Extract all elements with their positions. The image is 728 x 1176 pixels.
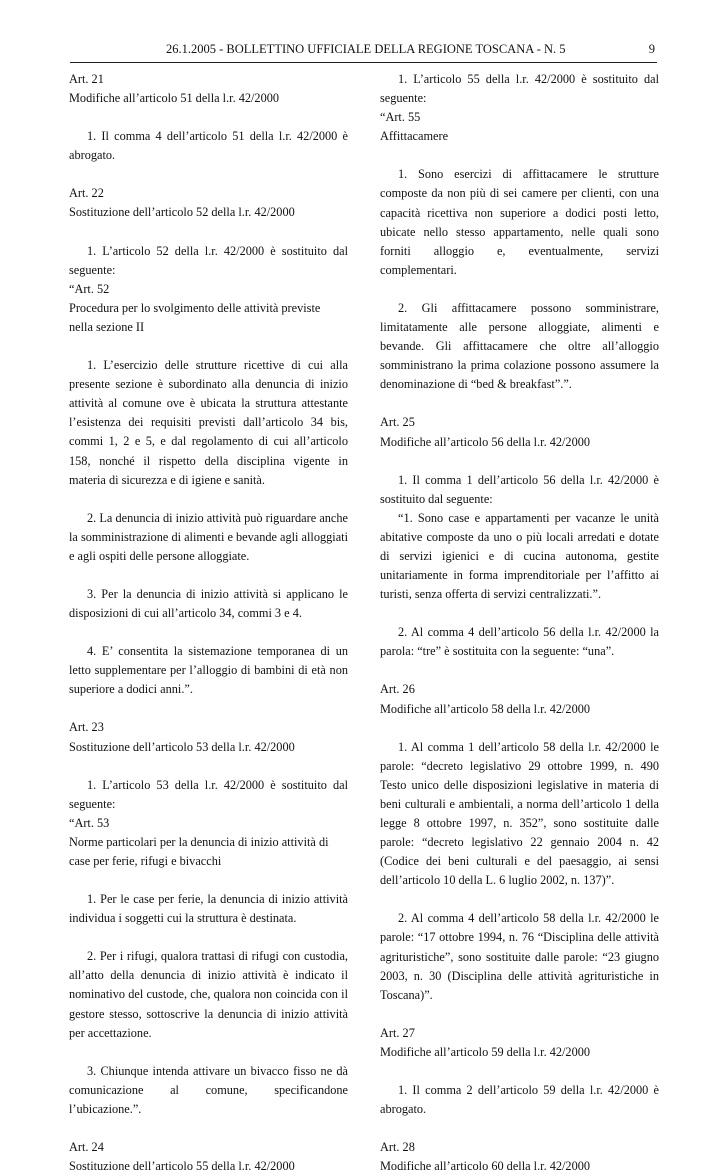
paragraph: 2. Gli affittacamere possono somministrare, limitatamente alle persone alloggiate, alimenti e bevande. Gli affittacamere che oltre all’alloggio somministrano la prima colazione possono assumere la denominazione di “bed & breakfast”.”. <box>380 300 659 392</box>
paragraph: 1. Per le case per ferie, la denuncia di inizio attività individua i soggetti cui la struttura è destinata. <box>69 892 348 926</box>
paragraph: 4. E’ consentita la sistemazione temporanea di un letto supplementare per l’alloggio di bambini di età non superiore a dodici anni.”. <box>69 644 348 697</box>
article-title: Art. 23 <box>69 720 104 735</box>
article-title: Art. 25 <box>380 415 415 430</box>
paragraph: 2. Al comma 4 dell’articolo 58 della l.r. 42/2000 le parole: “17 ottobre 1994, n. 76 “Disciplina delle attività agrituristiche”, sono sostituite dalle parole: “23 giugno 2003, n. 30 (Disciplina delle attività agrituristiche in Toscana)”. <box>380 911 659 1002</box>
right-column <box>380 70 659 1176</box>
article-title: Art. 27 <box>380 1025 415 1040</box>
paragraph: 1. L’articolo 55 della l.r. 42/2000 è sostituito dal seguente: <box>380 72 659 106</box>
article-subtitle: Sostituzione dell’articolo 52 della l.r. 42/2000 <box>69 205 295 220</box>
paragraph: 1. Il comma 4 dell’articolo 51 della l.r. 42/2000 è abrogato. <box>69 129 348 163</box>
article-subtitle: Modifiche all’articolo 56 della l.r. 42/2000 <box>380 434 591 449</box>
paragraph: 2. Al comma 4 dell’articolo 56 della l.r. 42/2000 la parola: “tre” è sostituita con la seguente: “una”. <box>380 625 659 659</box>
page-number: 9 <box>648 42 655 56</box>
article-title: Art. 21 <box>69 72 104 86</box>
paragraph: 3. Chiunque intenda attivare un bivacco fisso ne dà comunicazione al comune, specificandone l’ubicazione.”. <box>69 1063 348 1116</box>
article-subtitle: Sostituzione dell’articolo 53 della l.r. 42/2000 <box>69 739 295 754</box>
article-title: Art. 28 <box>380 1140 415 1155</box>
article-subtitle: Modifiche all’articolo 51 della l.r. 42/2000 <box>69 91 280 106</box>
paragraph: 2. La denuncia di inizio attività può riguardare anche la somministrazione di alimenti e bevande agli alloggiati e agli ospiti delle persone alloggiate. <box>69 510 348 563</box>
header-rule <box>70 62 657 63</box>
article-title: “Art. 53 <box>69 815 110 830</box>
article-subtitle: Procedura per lo svolgimento delle attività previste <box>69 300 321 315</box>
article-title: Art. 24 <box>69 1140 104 1155</box>
article-subtitle: nella sezione II <box>69 319 145 334</box>
article-subtitle: Affittacamere <box>380 129 449 144</box>
paragraph: 1. Sono esercizi di affittacamere le strutture composte da non più di sei camere per clienti, con una capacità ricettiva non superiore a dodici posti letto, ubicate nello stesso appartamento, nelle quali sono forniti alloggio e, eventualmente, servizi complementari. <box>380 167 659 277</box>
paragraph: 3. Per la denuncia di inizio attività si applicano le disposizioni di cui all’articolo 34, commi 3 e 4. <box>69 586 348 621</box>
paragraph: 1. Al comma 1 dell’articolo 58 della l.r. 42/2000 le parole: “decreto legislativo 29 ottobre 1999, n. 490 Testo unico delle disposizioni legislative in materia di beni culturali e ambientali, a norma dell’articolo 1 della legge 8 ottobre 1997, n. 352”, sono sostituite dalle parole: “decreto legislativo 22 gennaio 2004 n. 42 (Codice dei beni culturali e del paesaggio, ai sensi dell’articolo 10 della L. 6 luglio 2002, n. 137)”. <box>380 739 659 888</box>
article-title: “Art. 52 <box>69 281 110 296</box>
paragraph: 1. L’articolo 52 della l.r. 42/2000 è sostituito dal seguente: <box>69 243 348 277</box>
article-title: “Art. 55 <box>380 110 421 125</box>
paragraph: 1. Il comma 1 dell’articolo 56 della l.r. 42/2000 è sostituito dal seguente: <box>380 472 659 506</box>
article-subtitle: Sostituzione dell’articolo 55 della l.r. 42/2000 <box>69 1159 295 1174</box>
paragraph: “1. Sono case e appartamenti per vacanze le unità abitative composte da uno o più locali arredati e dotate di servizi igienici e di cucina autonoma, gestite unitariamente in forma imprenditoriale per l’affitto ai turisti, senza offerta di servizi centralizzati.”. <box>380 510 659 602</box>
article-title: Art. 26 <box>380 682 415 697</box>
paragraph: 1. Il comma 2 dell’articolo 59 della l.r. 42/2000 è abrogato. <box>380 1083 659 1117</box>
page-header <box>70 28 657 56</box>
article-subtitle: Norme particolari per la denuncia di inizio attività di <box>69 834 329 849</box>
left-column <box>69 70 348 1176</box>
article-title: Art. 22 <box>69 186 104 201</box>
header-title: 26.1.2005 - BOLLETTINO UFFICIALE DELLA REGIONE TOSCANA - N. 5 <box>166 42 566 56</box>
article-subtitle: Modifiche all’articolo 58 della l.r. 42/2000 <box>380 701 591 716</box>
article-subtitle: case per ferie, rifugi e bivacchi <box>69 854 222 868</box>
paragraph: 1. L’articolo 53 della l.r. 42/2000 è sostituito dal seguente: <box>69 777 348 811</box>
article-subtitle: Modifiche all’articolo 59 della l.r. 42/2000 <box>380 1044 591 1059</box>
paragraph: 2. Per i rifugi, qualora trattasi di rifugi con custodia, all’atto della denuncia di inizio attività è indicato il nominativo del custode, che, qualora non coincida con il gestore stesso, sottoscrive la denuncia di inizio attività per accettazione. <box>69 949 348 1040</box>
paragraph: 1. L’esercizio delle strutture ricettive di cui alla presente sezione è subordinato alla denuncia di inizio attività al comune ove è ubicata la struttura attestante l’esistenza dei requisiti previsti dall’articolo 34 bis, commi 1, 2 e 5, e dal regolamento di cui all’articolo 158, nonché il rispetto della disciplina vigente in materia di sicurezza e di igiene e sanità. <box>69 358 348 487</box>
article-subtitle: Modifiche all’articolo 60 della l.r. 42/2000 <box>380 1159 591 1174</box>
